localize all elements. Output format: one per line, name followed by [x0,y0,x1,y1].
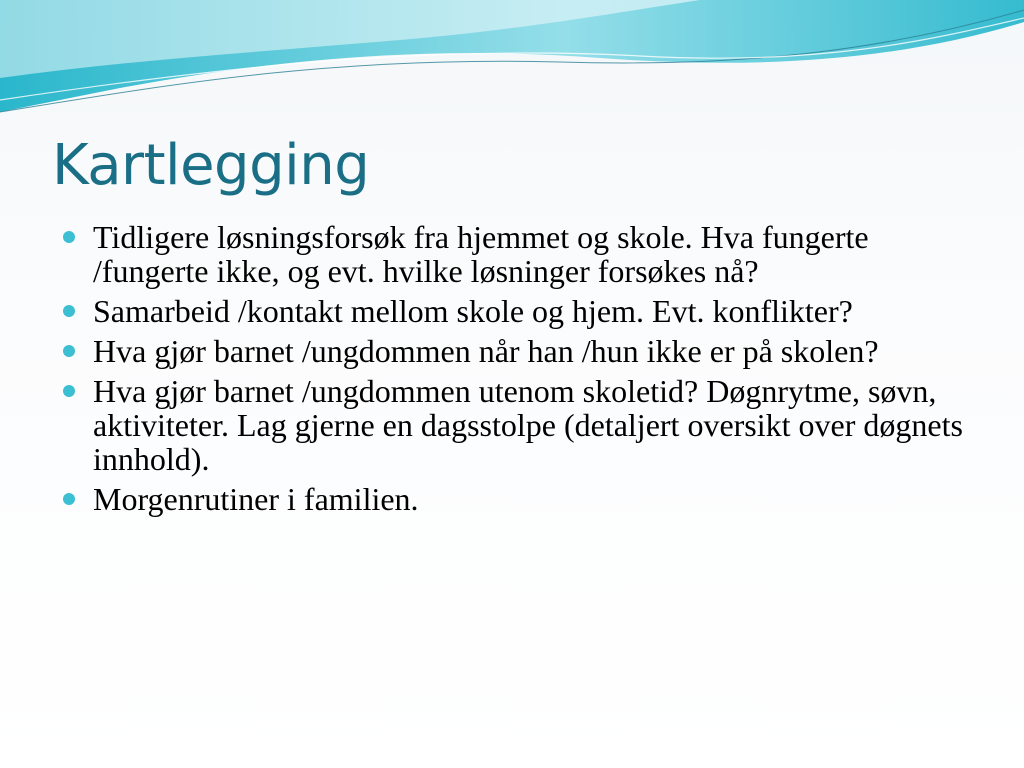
list-item [62,220,982,288]
bullet-dot-icon [63,345,75,357]
header-wave-decoration [0,0,1024,120]
list-item [62,334,982,368]
bullet-text: Tidligere løsningsforsøk fra hjemmet og skole. Hva fungerte /fungerte ikke, og evt. hvilke løsninger forsøkes nå? [93,219,869,289]
bullet-text: Hva gjør barnet /ungdommen utenom skoletid? Døgnrytme, søvn, aktiviteter. Lag gjerne en dagsstolpe (detaljert oversikt over døgnets innhold). [93,373,963,477]
bullet-text: Hva gjør barnet /ungdommen når han /hun ikke er på skolen? [93,333,879,369]
list-item [62,374,982,476]
slide-title: Kartlegging [52,133,370,198]
bullet-dot-icon [63,493,75,505]
list-item [62,482,982,516]
bullet-list [62,220,982,522]
bullet-text: Morgenrutiner i familien. [93,481,419,517]
list-item [62,294,982,328]
bullet-dot-icon [63,305,75,317]
bullet-text: Samarbeid /kontakt mellom skole og hjem. Evt. konflikter? [93,293,853,329]
bullet-dot-icon [63,385,75,397]
bullet-dot-icon [63,231,75,243]
